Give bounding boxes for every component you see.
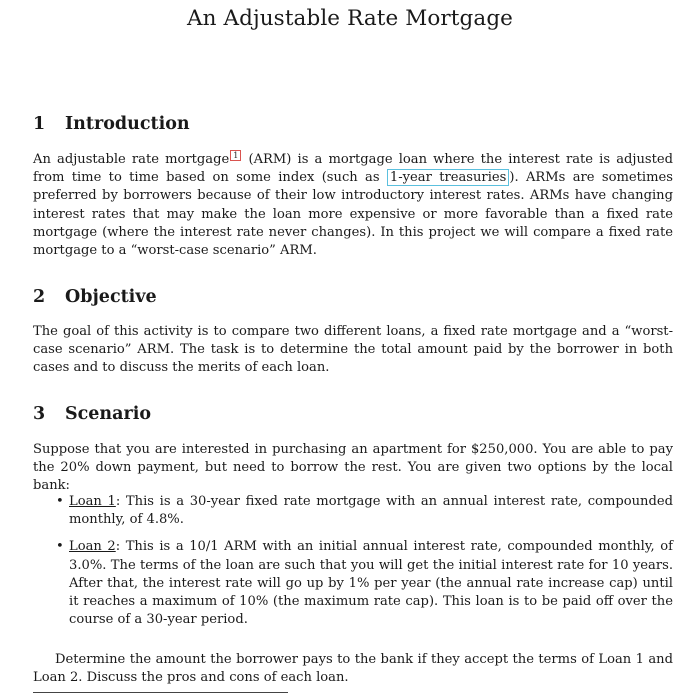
objective-paragraph: The goal of this activity is to compare two different loans, a fixed rate mortgage and a “worst-case scenario” ARM. The task is to determine the total amount paid by the borrower in both cases and to discuss the merits of each loan. bbox=[33, 324, 673, 376]
loan-options-list bbox=[56, 493, 673, 638]
bullet-icon: • bbox=[56, 494, 64, 509]
loan-1-label: Loan 1 bbox=[69, 494, 116, 509]
loan-1-text: : This is a 30-year fixed rate mortgage with an annual interest rate, compounded monthly, of 4.8%. bbox=[69, 494, 674, 528]
bullet-icon: • bbox=[56, 539, 64, 555]
introduction-paragraph bbox=[33, 150, 673, 260]
intro-text-part2: (ARM) is a mortgage loan where the interest rate is adjusted from time to time based on some index (such as bbox=[33, 152, 673, 186]
loan-2-label: Loan 2 bbox=[69, 539, 116, 555]
citation-link[interactable]: 1-year treasuries bbox=[387, 169, 509, 186]
section-title: Objective bbox=[65, 287, 157, 307]
intro-text-part3: ). ARMs are sometimes preferred by borrowers because of their low introductory interest rates. ARMs have changing interest rates that may make the loan more expensive or more favorable than a fixed rate mortgage (where the interest rate never changes). In this project we will compare a fixed rate mortgage to a “worst-case scenario” ARM. bbox=[33, 170, 673, 259]
section-number: 3 bbox=[33, 404, 46, 424]
section-heading-scenario bbox=[33, 404, 151, 424]
section-number: 2 bbox=[33, 287, 46, 307]
scenario-paragraph: Suppose that you are interested in purchasing an apartment for $250,000. You are able to pay the 20% down payment, but need to borrow the rest. You are given two options by the local bank: bbox=[33, 442, 673, 494]
footnote-rule bbox=[33, 692, 288, 693]
intro-text-part1: An adjustable rate mortgage bbox=[33, 152, 230, 167]
document-title: An Adjustable Rate Mortgage bbox=[186, 6, 514, 31]
loan-2-text: : This is a 10/1 ARM with an initial annual interest rate, compounded monthly, of 3.0%. The terms of the loan are such that you will get the initial interest rate for 10 years. After that, the interest rate will go up by 1% per year (the annual rate increase cap) until it reaches a maximum of 10% (the maximum rate cap). This loan is to be paid off over the course of a 30-year period. bbox=[69, 539, 673, 628]
section-heading-introduction bbox=[33, 114, 190, 134]
footnote-link[interactable]: 1 bbox=[230, 150, 241, 161]
closing-paragraph: Determine the amount the borrower pays to the bank if they accept the terms of Loan 1 and Loan 2. Discuss the pros and cons of each loan. bbox=[33, 652, 673, 686]
section-title: Introduction bbox=[65, 114, 190, 134]
section-number: 1 bbox=[33, 114, 46, 134]
list-item bbox=[56, 493, 673, 529]
list-item bbox=[56, 538, 673, 629]
section-title: Scenario bbox=[65, 404, 152, 424]
section-heading-objective bbox=[33, 287, 157, 307]
